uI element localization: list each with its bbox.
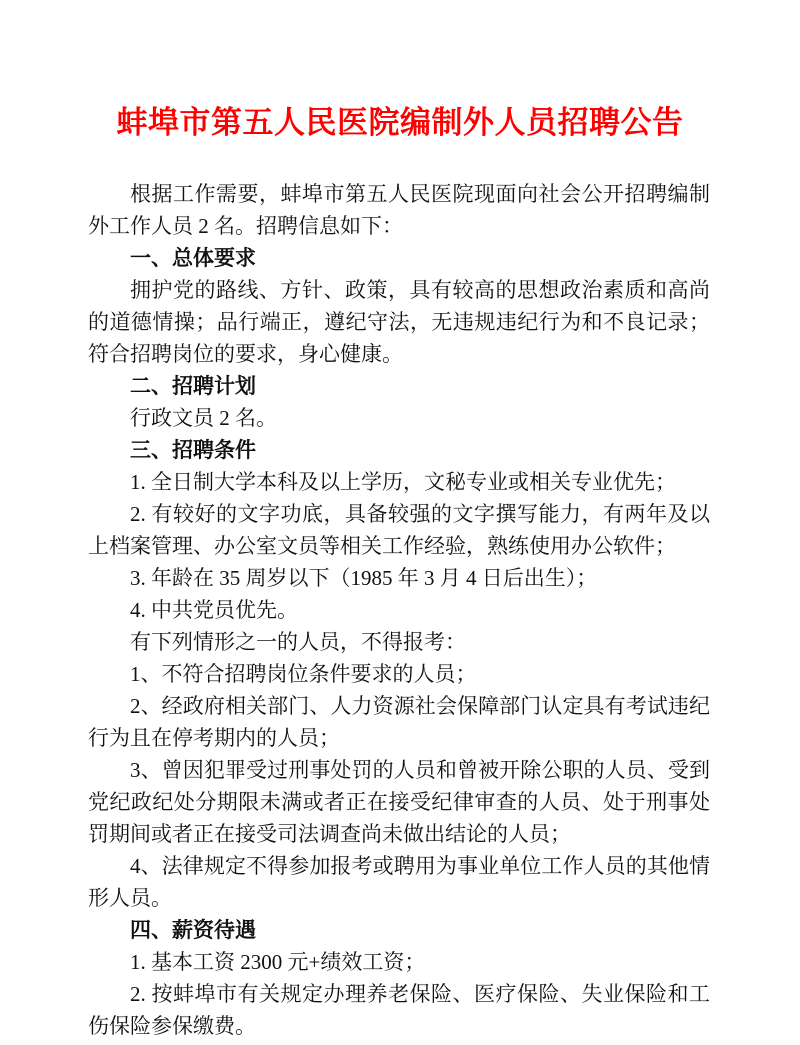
document-body [88,178,710,1042]
paragraph: 3、曾因犯罪受过刑事处罚的人员和曾被开除公职的人员、受到党纪政纪处分期限未满或者正在接受纪律审查的人员、处于刑事处罚期间或者正在接受司法调查尚未做出结论的人员； [88,758,710,846]
paragraph: 1、不符合招聘岗位条件要求的人员； [130,662,477,686]
paragraph: 1. 基本工资 2300 元+绩效工资； [130,950,426,974]
paragraph: 行政文员 2 名。 [130,406,277,430]
paragraph: 根据工作需要，蚌埠市第五人民医院现面向社会公开招聘编制外工作人员 2 名。招聘信息如下： [88,182,710,238]
paragraph: 2. 有较好的文字功底，具备较强的文字撰写能力，有两年及以上档案管理、办公室文员等相关工作经验，熟练使用办公软件； [88,502,710,558]
paragraph: 有下列情形之一的人员，不得报考： [130,630,466,654]
section-heading: 一、总体要求 [130,246,256,270]
paragraph: 1. 全日制大学本科及以上学历，文秘专业或相关专业优先； [130,470,676,494]
paragraph: 2、经政府相关部门、人力资源社会保障部门认定具有考试违纪行为且在停考期内的人员； [88,694,710,750]
paragraph: 拥护党的路线、方针、政策，具有较高的思想政治素质和高尚的道德情操；品行端正，遵纪守法，无违规违纪行为和不良记录；符合招聘岗位的要求，身心健康。 [88,278,710,366]
section-heading: 二、招聘计划 [130,374,256,398]
document-title: 蚌埠市第五人民医院编制外人员招聘公告 [116,105,684,140]
section-heading: 三、招聘条件 [130,438,256,462]
paragraph: 4. 中共党员优先。 [130,598,298,622]
section-heading: 四、薪资待遇 [130,918,256,942]
paragraph: 3. 年龄在 35 周岁以下（1985 年 3 月 4 日后出生）； [130,566,598,590]
paragraph: 2. 按蚌埠市有关规定办理养老保险、医疗保险、失业保险和工伤保险参保缴费。 [88,982,710,1038]
paragraph: 4、法律规定不得参加报考或聘用为事业单位工作人员的其他情形人员。 [88,854,710,910]
